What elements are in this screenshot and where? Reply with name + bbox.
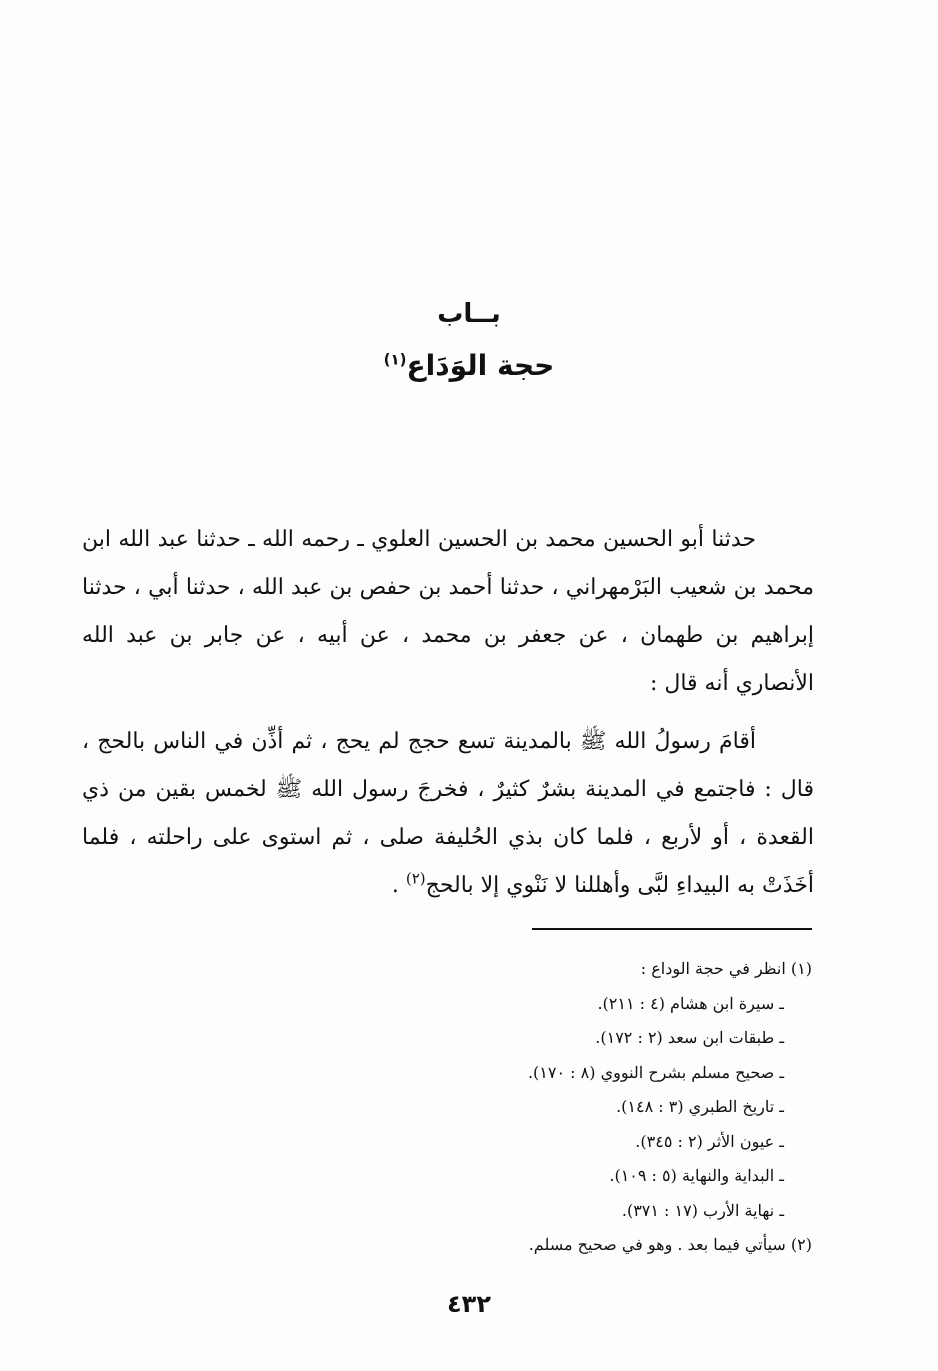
footnotes	[300, 952, 812, 1263]
footnote-reference-item: ـ طبقات ابن سعد (٢ : ١٧٢).	[595, 1028, 784, 1047]
footnote-2: (٢) سيأتي فيما بعد . وهو في صحيح مسلم.	[528, 1235, 812, 1254]
footnote-reference-item: ـ البداية والنهاية (٥ : ١٠٩).	[609, 1166, 784, 1185]
footnote-reference-item: ـ تاريخ الطبري (٣ : ١٤٨).	[616, 1097, 784, 1116]
chapter-label: بــاب	[437, 299, 501, 329]
paragraph-2-end: .	[391, 873, 406, 898]
chapter-heading	[0, 296, 938, 386]
paragraph-2-text: أقامَ رسولُ الله ﷺ بالمدينة تسع حجج لم يحج ، ثم أذِّن في الناس بالحج ، قال : فاجتمع في المدينة بشرٌ كثيرٌ ، فخرجَ رسول الله ﷺ لخمس بقين من ذي القعدة ، أو لأربع ، فلما كان بذي الحُليفة صلى ، ثم استوى على راحلته ، فلما أخَذَتْ به البيداءِ لبَّى وأهللنا لا نَنْوي إلا بالحج	[82, 729, 814, 898]
footnote-reference-item: ـ عيون الأثر (٢ : ٣٤٥).	[635, 1131, 784, 1151]
chapter-title	[0, 346, 938, 386]
footnote-1-intro: (١) انظر في حجة الوداع :	[640, 959, 812, 978]
footnote-separator	[532, 928, 812, 930]
paragraph-1-text: حدثنا أبو الحسين محمد بن الحسين العلوي ـ رحمه الله ـ حدثنا عبد الله ابن محمد بن شعيب البَرْمهراني ، حدثنا أحمد بن حفص بن عبد الله ، حدثنا أبي ، حدثنا إبراهيم بن طهمان ، عن جعفر بن محمد ، عن أبيه ، عن جابر بن عبد الله الأنصاري أنه قال :	[82, 527, 814, 696]
chapter-title-text: حجة الوَدَاع	[406, 349, 555, 382]
paragraph-hadith	[82, 718, 814, 910]
footnote-marker-1: (١)	[383, 350, 407, 369]
footnote-reference-item: ـ صحيح مسلم بشرح النووي (٨ : ١٧٠).	[527, 1062, 784, 1082]
footnote-reference-item: ـ نهاية الأرب (١٧ : ٣٧١).	[621, 1200, 784, 1220]
footnote-reference-item: ـ سيرة ابن هشام (٤ : ٢١١).	[597, 993, 784, 1013]
footnote-marker-2: (٢)	[405, 869, 426, 888]
page-number: ٤٣٢	[447, 1290, 491, 1318]
paragraph-isnad	[82, 516, 814, 708]
